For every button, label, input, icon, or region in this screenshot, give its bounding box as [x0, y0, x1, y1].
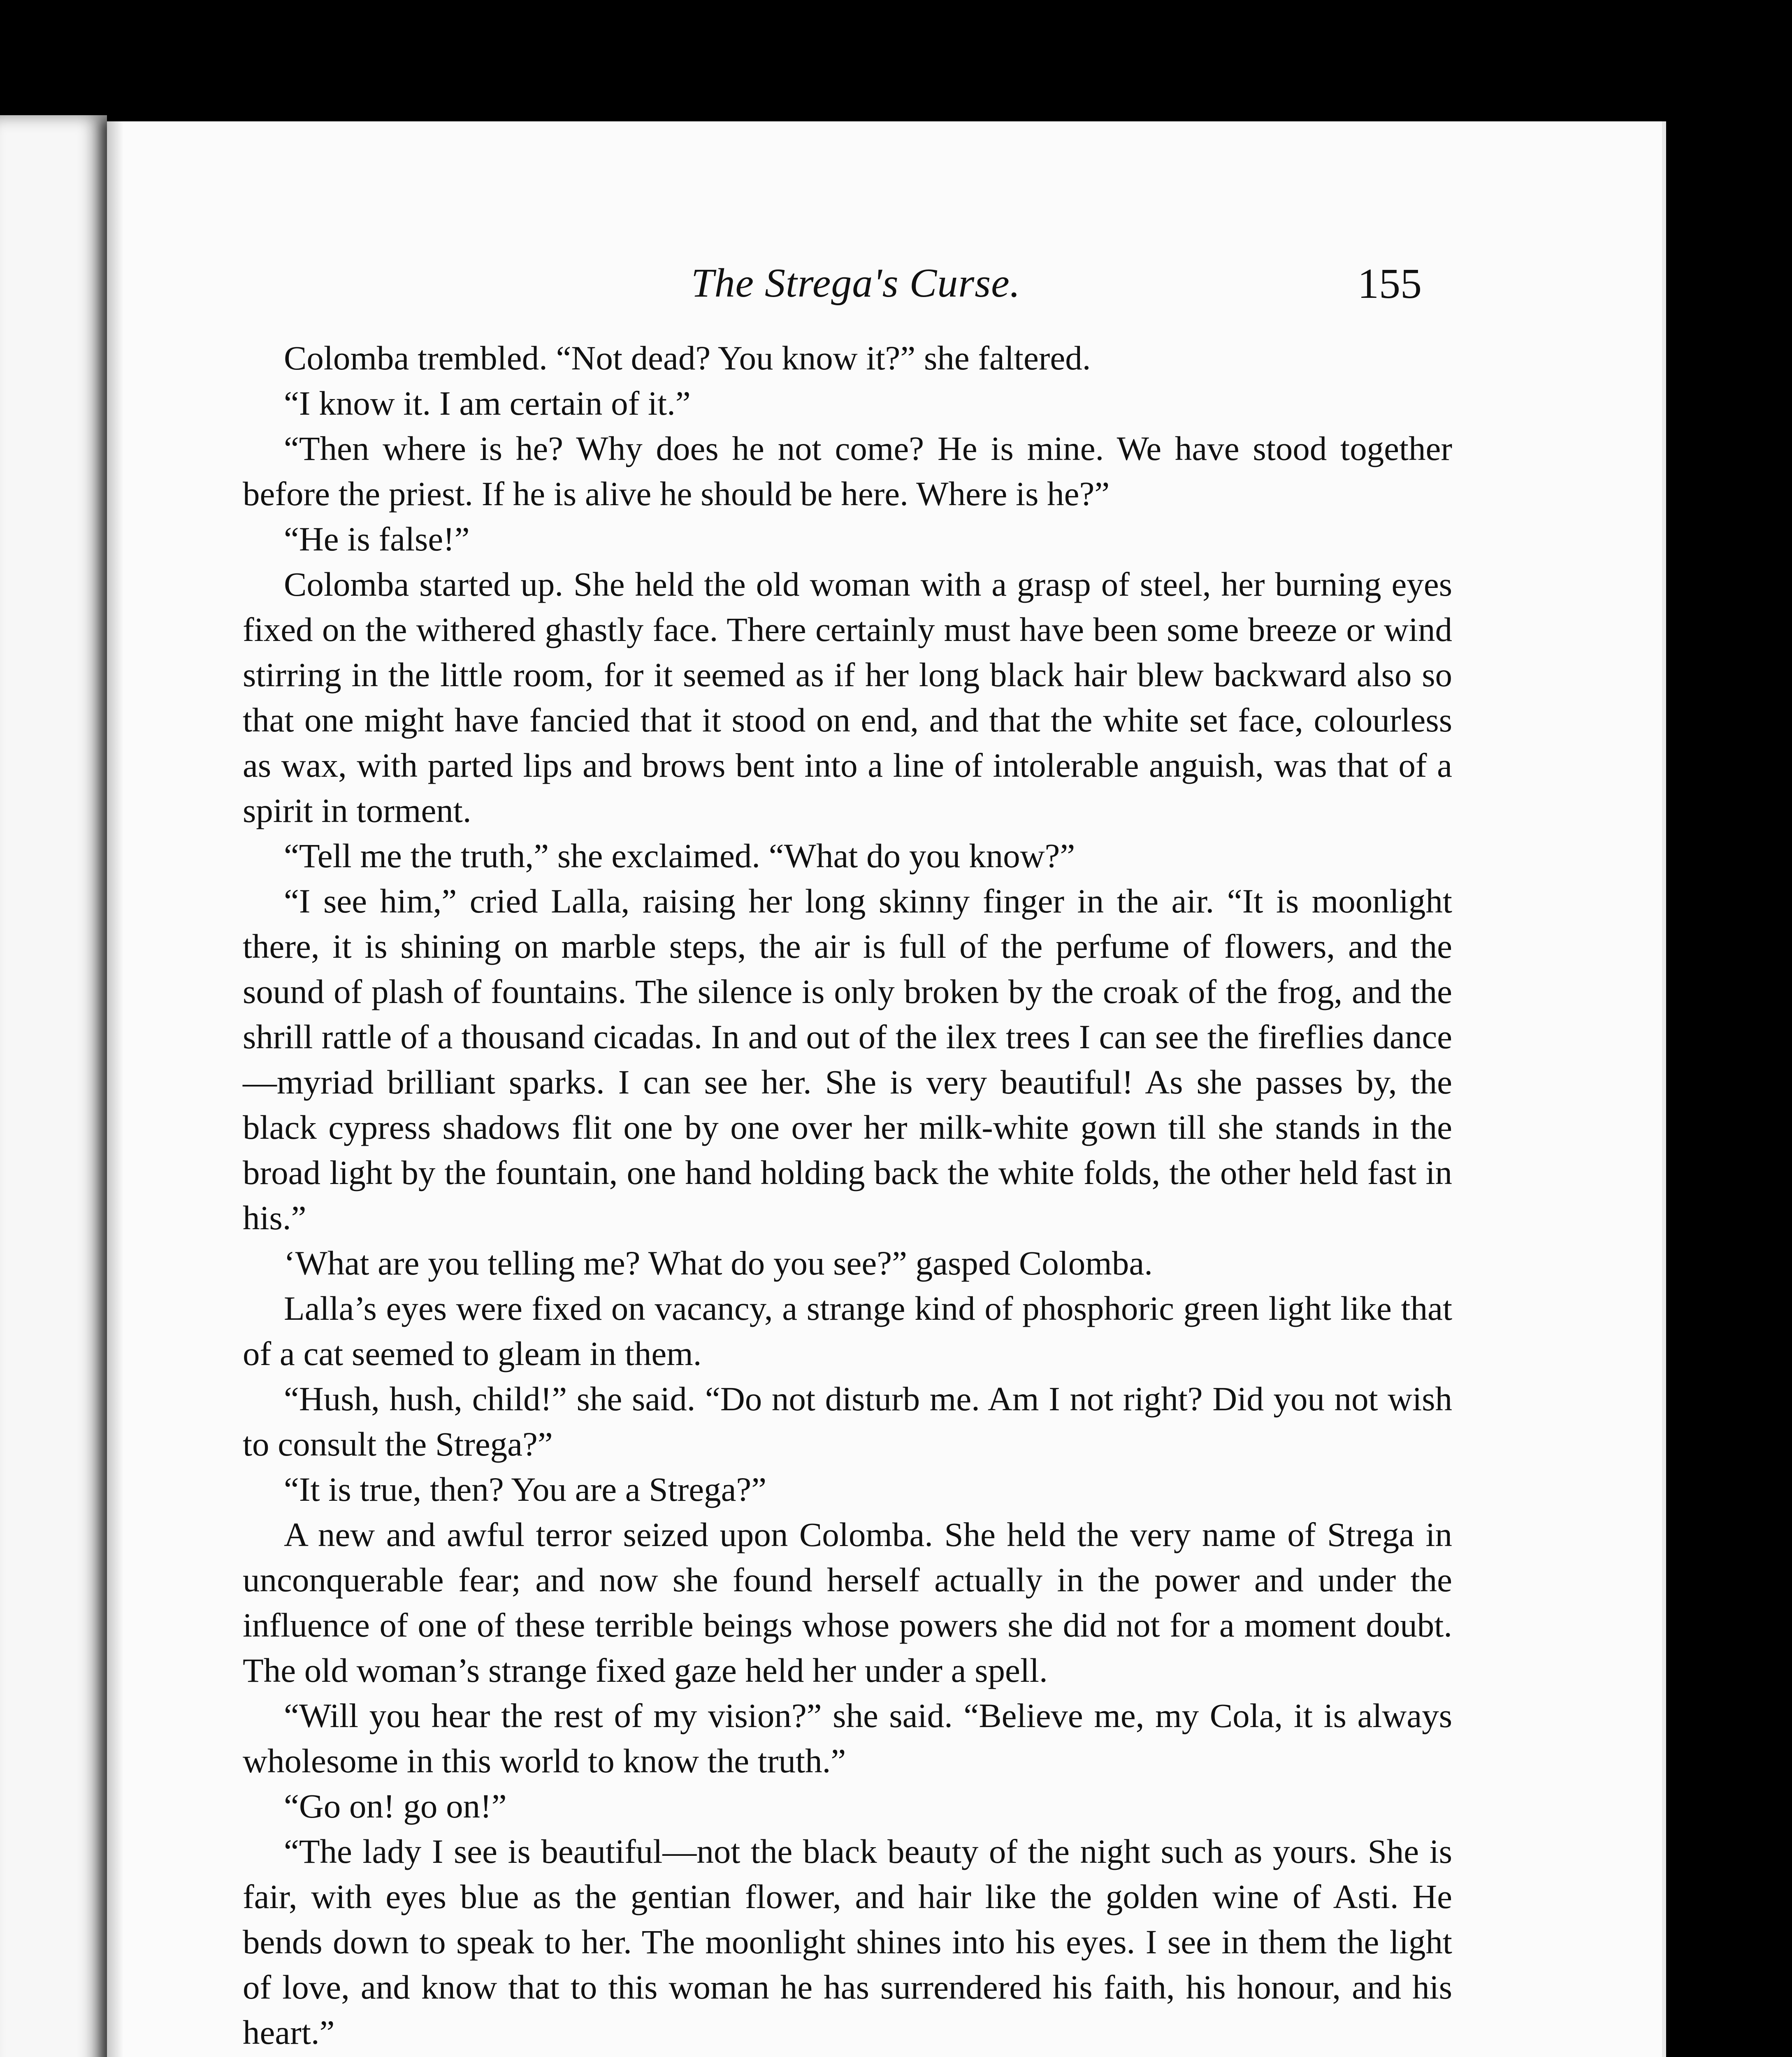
page-header: [107, 259, 1662, 309]
running-title: The Strega's Curse.: [691, 260, 1021, 306]
facing-page-edge: [0, 115, 107, 2057]
paragraph: “He is false!”: [284, 520, 470, 558]
book-page: [107, 121, 1662, 2057]
paragraph: [243, 2055, 1452, 2057]
paragraph: ‘What are you telling me? What do you see?” gasped Colomba.: [284, 1244, 1153, 1282]
page-number: 155: [1358, 260, 1422, 307]
paragraph: “The lady I see is beautiful—not the black beauty of the night such as yours. She is fair, with eyes blue as the gentian flower, and hair like the golden wine of Asti. He bends down to speak to her. The moonlight shines into his eyes. I see in them the light of love, and know that to this woman he has surrendered his faith, his honour, and his heart.”: [243, 1832, 1452, 2051]
paragraph: Colomba started up. She held the old woman with a grasp of steel, her burning eyes fixed on the withered ghastly face. There certainly must have been some breeze or wind stirring in the little room, for it seemed as if her long black hair blew backward also so that one might have fancied that it stood on end, and that the white set face, colourless as wax, with parted lips and brows bent into a line of intolerable anguish, was that of a spirit in torment.: [243, 565, 1452, 829]
paragraph: Colomba trembled. “Not dead? You know it?” she faltered.: [284, 339, 1091, 377]
paragraph: “It is true, then? You are a Strega?”: [284, 1470, 767, 1508]
paragraph: “Go on! go on!”: [284, 1787, 507, 1825]
paragraph: “Will you hear the rest of my vision?” she said. “Believe me, my Cola, it is always wholesome in this world to know the truth.”: [243, 1697, 1452, 1780]
paragraph: A new and awful terror seized upon Colomba. She held the very name of Strega in unconquerable fear; and now she found herself actually in the power and under the influence of one of these terrible beings whose powers she did not for a moment doubt. The old woman’s strange fixed gaze held her under a spell.: [243, 1516, 1452, 1689]
paragraph: “I see him,” cried Lalla, raising her long skinny finger in the air. “It is moonlight there, it is shining on marble steps, the air is full of the perfume of flowers, and the sound of plash of fountains. The silence is only broken by the croak of the frog, and the shrill rattle of a thousand cicadas. In and out of the ilex trees I can see the fireflies dance—myriad brilliant sparks. I can see her. She is very beautiful! As she passes by, the black cypress shadows flit one by one over her milk-white gown till she stands in the broad light by the fountain, one hand holding back the white folds, the other held fast in his.”: [243, 882, 1452, 1237]
paragraph: “Hush, hush, child!” she said. “Do not disturb me. Am I not right? Did you not wish to consult the Strega?”: [243, 1380, 1452, 1463]
paragraph: “Then where is he? Why does he not come? He is mine. We have stood together before the priest. If he is alive he should be here. Where is he?”: [243, 430, 1452, 513]
paragraph: “Tell me the truth,” she exclaimed. “What do you know?”: [284, 837, 1075, 875]
paragraph: Lalla’s eyes were fixed on vacancy, a strange kind of phosphoric green light like that of a cat seemed to gleam in them.: [243, 1289, 1452, 1372]
paragraph: “I know it. I am certain of it.”: [284, 384, 691, 422]
body-text: [243, 335, 1452, 2057]
